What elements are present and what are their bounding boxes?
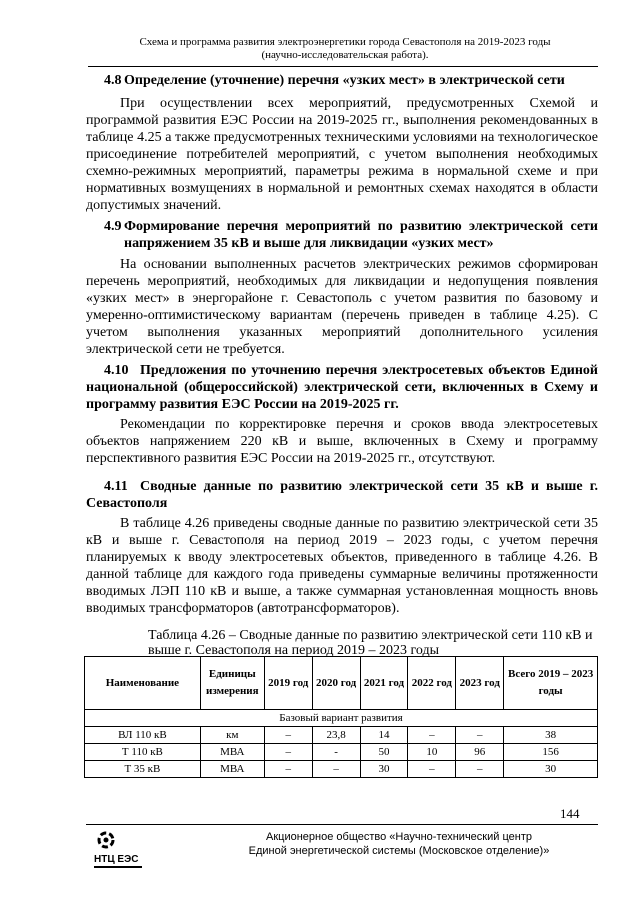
table-cell: 38 [504,727,598,744]
table-cell: км [200,727,264,744]
table-row [85,744,598,761]
table-variant-row [85,710,598,727]
page-header [90,36,600,62]
footer-line-1: Акционерное общество «Научно-технический центр [266,831,532,843]
header-line-2: (научно-исследовательская работа). [261,49,429,61]
table-cell: 96 [456,744,504,761]
column-header: 2023 год [456,657,504,710]
column-header: 2019 год [264,657,312,710]
table-cell: – [312,761,360,778]
column-header: Наименование [85,657,201,710]
footer-divider [86,824,598,825]
footer-line-2: Единой энергетической системы (Московское отделение)» [248,845,550,857]
table-cell: – [264,727,312,744]
page-number: 144 [560,806,580,821]
table-cell: – [264,744,312,761]
table-row [85,761,598,778]
column-header: Единицы измерения [200,657,264,710]
table-caption: Таблица 4.26 – Сводные данные по развитию электрической сети 110 кВ и выше г. Севастополя на период 2019 – 2023 годы [148,628,593,658]
section-4-10-paragraph: Рекомендации по корректировке перечня и сроков ввода электросетевых объектов напряжением 220 кВ и выше, включенных в Схему и программу перспективного развития ЕЭС России на 2019-2025 гг., отсутствуют. [86,417,598,466]
table-cell: – [456,727,504,744]
column-header: 2021 год [360,657,408,710]
ntc-ees-logo [92,828,144,874]
variant-label: Базовый вариант развития [85,710,598,727]
table-cell: 23,8 [312,727,360,744]
table-cell: – [456,761,504,778]
section-4-8-paragraph: При осуществлении всех мероприятий, предусмотренных Схемой и программой развития ЕЭС России на 2019-2025 гг., выполнения рекомендованных в таблице 4.25 а также предусмотренных техническими условиями на технологическое присоединение потребителей мероприятий, с учетом выполнения необходимых схемно-режимных мероприятий, параметры режима в нормальной схеме и при нормативных возмущениях в нормальной и ремонтных схемах находятся в области допустимых значений. [86,96,598,213]
header-divider [88,66,598,67]
table-cell: - [312,744,360,761]
section-4-11-title: Сводные данные по развитию электрической сети 35 кВ и выше г. Севастополя [86,479,598,511]
column-header: Всего 2019 – 2023 годы [504,657,598,710]
section-4-9-title: Формирование перечня мероприятий по развитию электрической сети напряжением 35 кВ и выше для ликвидации «узких мест» [124,219,598,251]
table-cell: 156 [504,744,598,761]
table-cell: – [264,761,312,778]
section-4-9-number: 4.9 [104,219,122,234]
table-cell: Т 35 кВ [85,761,201,778]
section-4-10-title: Предложения по уточнению перечня электросетевых объектов Единой национальной (общероссийской) электрической сети, включенных в Схему и программу развития ЕЭС России на 2019-2025 гг. [86,363,598,412]
section-4-10-number: 4.10 [104,363,129,378]
table-cell: ВЛ 110 кВ [85,727,201,744]
section-4-8-number: 4.8 [104,73,122,88]
table-header-row [85,657,598,710]
section-4-8-title: Определение (уточнение) перечня «узких мест» в электрической сети [124,73,565,88]
table-cell: 30 [360,761,408,778]
column-header: 2020 год [312,657,360,710]
section-4-11-paragraph: В таблице 4.26 приведены сводные данные по развитию электрической сети 35 кВ и выше г. Севастополя на период 2019 – 2023 годы, с учетом перечня планируемых к вводу электросетевых объектов, приведенного в таблице 4.26. В данной таблице для каждого года приведены суммарные величины протяженности вводимых ЛЭП 110 кВ и выше, а также суммарная установленная мощность вновь вводимых трансформаторов (автотрансформаторов). [86,516,598,616]
table-cell: – [408,761,456,778]
table-cell: 10 [408,744,456,761]
section-4-9-paragraph: На основании выполненных расчетов электрических режимов сформирован перечень мероприятий, необходимых для ликвидации и недопущения появления «узких мест» в энергорайоне г. Севастополь с учетом развития по базовому и умеренно-оптимистическому вариантам (перечень приведен в таблице 4.25). С учетом выполнения указанных мероприятий дополнительного усиления электрической сети не требуется. [86,257,598,357]
summary-table [84,656,598,778]
table-cell: МВА [200,744,264,761]
table-cell: 30 [504,761,598,778]
header-line-1: Схема и программа развития электроэнергетики города Севастополя на 2019-2023 годы [139,36,551,48]
table-cell: 50 [360,744,408,761]
table-row [85,727,598,744]
table-cell: Т 110 кВ [85,744,201,761]
table-cell: – [408,727,456,744]
svg-text:НТЦ ЕЭС: НТЦ ЕЭС [94,854,139,865]
table-cell: 14 [360,727,408,744]
table-cell: МВА [200,761,264,778]
column-header: 2022 год [408,657,456,710]
section-4-11-number: 4.11 [104,479,128,494]
page-footer [200,830,598,858]
